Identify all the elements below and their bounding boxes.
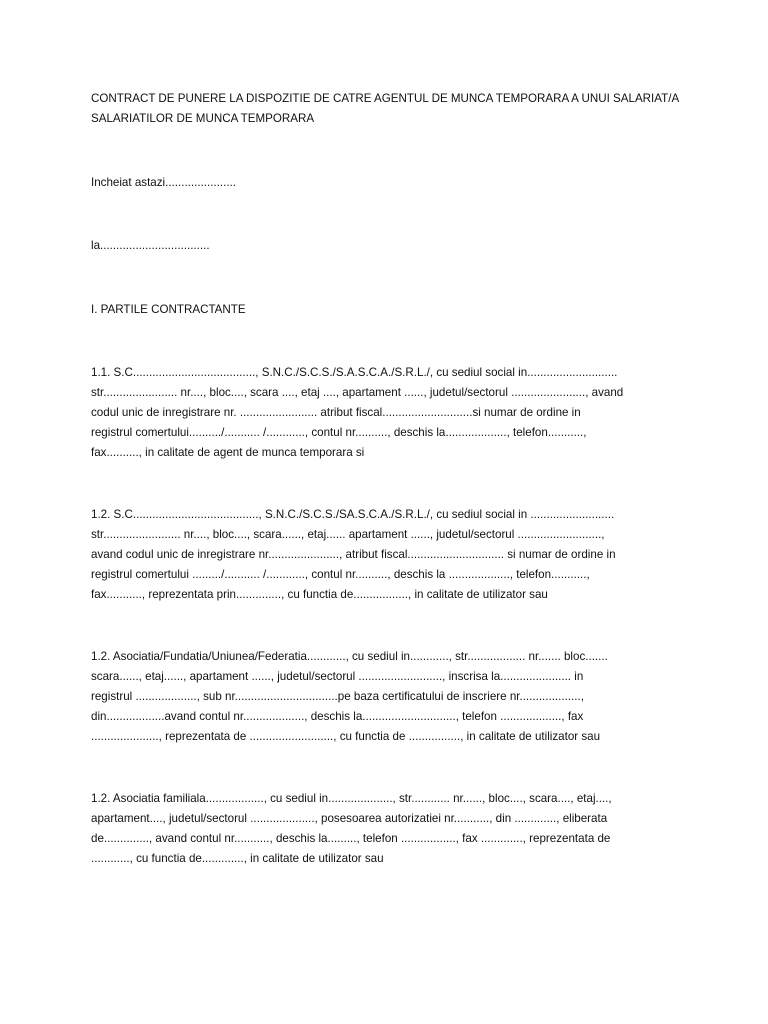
title-line: SALARIATILOR DE MUNCA TEMPORARA bbox=[91, 112, 315, 125]
clause-line: avand codul unic de inregistrare nr......................, atribut fiscal.............................. si numar de ordine in bbox=[91, 548, 616, 561]
title-line: CONTRACT DE PUNERE LA DISPOZITIE DE CATRE AGENTUL DE MUNCA TEMPORARA A UNUI SALARIAT/A bbox=[91, 92, 680, 105]
concluded-today-text: Incheiat astazi...................... bbox=[91, 176, 236, 189]
clause-line: 1.2. Asociatia/Fundatia/Uniunea/Federatia............, cu sediul in............, str.................. nr....... bloc....... bbox=[91, 650, 608, 663]
clause-line: scara......, etaj......, apartament ......, judetul/sectorul .........................., inscrisa la...................... in bbox=[91, 670, 584, 683]
clause-line: fax.........., in calitate de agent de munca temporara si bbox=[91, 446, 365, 459]
clause-1-2-company bbox=[91, 505, 691, 605]
clause-line: din..................avand contul nr..................., deschis la............................., telefon ..................., fax bbox=[91, 710, 584, 723]
clause-line: registrul comertului........../........... /............, contul nr.........., deschis la..................., telefon..........., bbox=[91, 426, 587, 439]
clause-line: apartament...., judetul/sectorul ...................., posesoarea autorizatiei nr..........., din ............., eliberata bbox=[91, 812, 608, 825]
clause-line: codul unic de inregistrare nr. ........................ atribut fiscal............................si numar de ordine in bbox=[91, 406, 581, 419]
clause-line: registrul comertului ........./........... /............, contul nr.........., deschis la ..................., telefon..........., bbox=[91, 568, 590, 581]
section-heading-text: I. PARTILE CONTRACTANTE bbox=[91, 303, 246, 316]
clause-line: 1.1. S.C......................................, S.N.C./S.C.S./S.A.S.C.A./S.R.L./, cu sediul social in............................ bbox=[91, 366, 618, 379]
clause-1-2-family bbox=[91, 789, 691, 869]
clause-line: str....................... nr...., bloc...., scara ...., etaj ...., apartament ......, judetul/sectorul ......................., avand bbox=[91, 386, 624, 399]
concluded-today-line bbox=[91, 173, 691, 193]
document-title bbox=[91, 89, 691, 129]
clause-line: 1.2. Asociatia familiala.................., cu sediul in...................., str............ nr......, bloc...., scara...., etaj...., bbox=[91, 792, 612, 805]
clause-line: fax..........., reprezentata prin.............., cu functia de................., in calitate de utilizator sau bbox=[91, 588, 548, 601]
clause-line: ....................., reprezentata de .........................., cu functia de ................, in calitate de utilizator sau bbox=[91, 730, 601, 743]
clause-1-2-association bbox=[91, 647, 691, 747]
clause-line: str........................ nr...., bloc...., scara......, etaj...... apartament ......, judetul/sectorul .........................., bbox=[91, 528, 605, 541]
clause-line: ............, cu functia de............., in calitate de utilizator sau bbox=[91, 852, 384, 865]
at-place-text: la.................................. bbox=[91, 239, 210, 252]
clause-1-1 bbox=[91, 363, 691, 463]
section-heading bbox=[91, 300, 691, 320]
clause-line: registrul ..................., sub nr................................pe baza certificatului de inscriere nr..................., bbox=[91, 690, 584, 703]
clause-line: 1.2. S.C......................................., S.N.C./S.C.S./SA.S.C.A./S.R.L./, cu sediul social in .......................... bbox=[91, 508, 615, 521]
at-place-line bbox=[91, 236, 691, 256]
clause-line: de.............., avand contul nr..........., deschis la........., telefon ................., fax ............., reprezentata de bbox=[91, 832, 611, 845]
